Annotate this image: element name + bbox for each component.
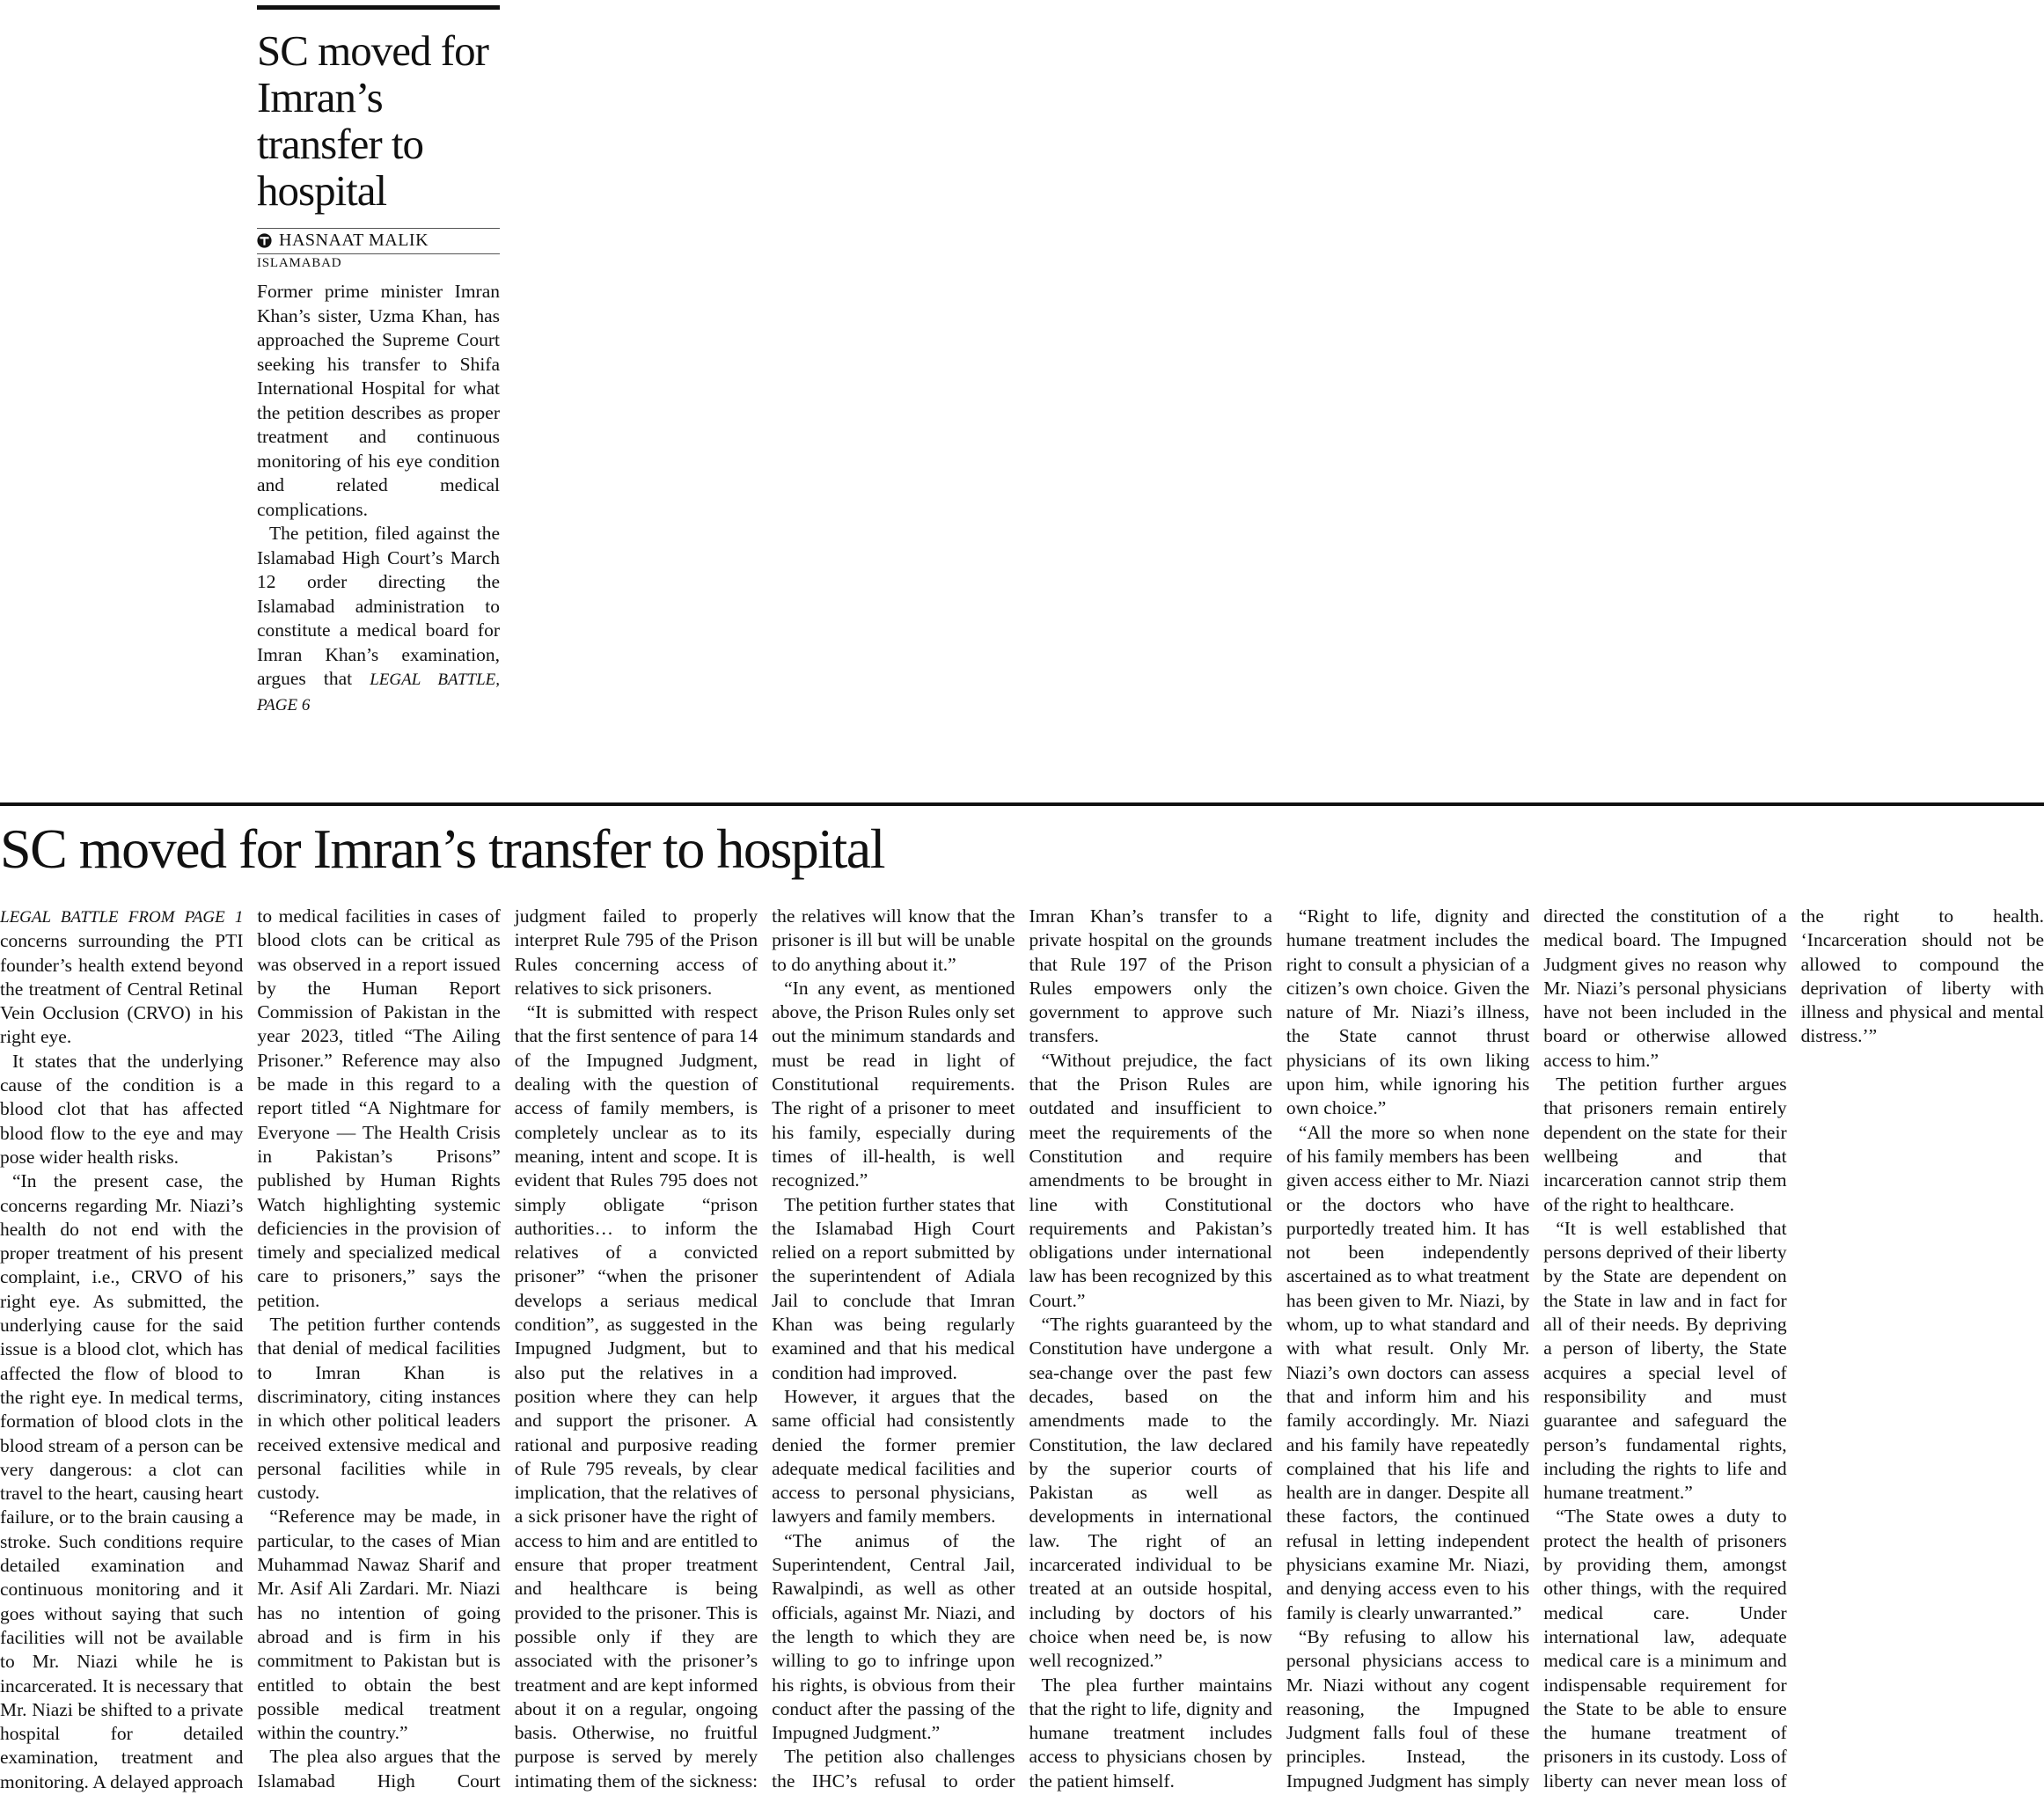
story-paragraph: The petition further contends that denial of medical facilities to Imran Khan is discriminatory, citing instances in which other political leaders received extensive medical and personal facilities while in custody. (257, 1314, 501, 1504)
story-paragraph: “By refusing to allow his personal physicians access to Mr. Niazi without any cogent reasoning, the Impugned Judgment falls foul of these principles. Instead, the Impugned Judgment has simply directed the constitution of a medical board. The Impugned Judgment gives no reason why Mr. Niazi’s personal physicians have not been included in the board or otherwise allowed access to him.” (1286, 905, 1787, 1792)
story-paragraph: “It is submitted with respect that the first sentence of para 14 of the Impugned Judgment, dealing with the question of access of family members, is completely unclear as to its meaning, intent and scope. It is evident that Rules 795 does not simply obligate “prison authorities… to inform the relatives of a convicted prisoner” “when the prisoner develops a seriaus medical condition”, as suggested in the Impugned Judgment, but to also put the relatives in a position where they can help and support the prisoner. A rational and purposive reading of Rule 795 reveals, by clear implication, that the relatives of a sick prisoner have the right of access to him and are entitled to ensure that proper treatment and healthcare is being provided to the prisoner. This is possible only if they are associated with the prisoner’s treatment and are kept informed about it on a regular, ongoing basis. Otherwise, no fruitful purpose is served by merely intimating them of the sickness: the relatives will know that the prisoner is ill but will be unable to do anything about it.” (514, 905, 1015, 1792)
dateline: ISLAMABAD (257, 256, 342, 270)
continuation-jump-link[interactable]: LEGAL BATTLE, PAGE 6 (257, 671, 501, 714)
story-paragraph: It states that the underlying cause of the condition is a blood clot that has affected blood flow to the eye and may pose wider health risks. (0, 1050, 244, 1168)
story-paragraph: The petition further argues that prisoners remain entirely dependent on the state for their wellbeing and that incarceration cannot strip them of the right to healthcare. (1543, 1074, 1787, 1215)
story-columns (0, 905, 2044, 1808)
story-paragraph: However, it argues that the same official had consistently denied the former premier adequate medical facilities and access to personal physicians, lawyers and family members. (772, 1385, 1015, 1528)
top-rule (257, 5, 500, 10)
author-name: HASNAAT MALIK (279, 231, 429, 250)
front-paragraph (257, 522, 500, 717)
story-paragraph: “Right to life, dignity and humane treatment includes the right to consult a physician of a citizen’s own choice. Given the nature of Mr. Niazi’s illness, the State cannot thrust physicians of its own liking upon him, while ignoring his own choice.” (1286, 905, 1530, 1119)
front-page-teaser (257, 5, 500, 717)
front-headline: SC moved for Imran’s transfer to hospital (257, 26, 488, 215)
page-divider (0, 802, 2044, 806)
story-paragraph: “The State owes a duty to protect the health of prisoners by providing them, amongst other things, with the required medical care. Under international law, adequate medical care is a minimum and indispensable requirement for the State to be able to ensure the humane treatment of prisoners in its custody. Loss of liberty can never mean loss of the right to health. ‘Incarceration should not be allowed to compound the deprivation of liberty with illness and physical and mental distress.’” (1543, 905, 2044, 1792)
story-paragraph: “It is well established that persons deprived of their liberty by the State are dependent on the State in law and in fact for all of their needs. By depriving a person of liberty, the State acquires a special level of responsibility and must guarantee and safeguard the person’s fundamental rights, including the rights to life and humane treatment.” (1543, 1217, 1787, 1504)
story-paragraph: “All the more so when none of his family members has been given access either to Mr. Niazi or the doctors who have purportedly treated him. It has not been independently ascertained as to what treatment has been given to Mr. Niazi, by whom, up to what standard and with what result. Only Mr. Niazi’s own doctors can assess that and inform him and his family accordingly. Mr. Niazi and his family have repeatedly complained that his life and health are in danger. Despite all these factors, the continued refusal in letting independent physicians examine Mr. Niazi, and denying access even to his family is clearly unwarranted.” (1286, 1121, 1530, 1623)
front-paragraph: Former prime minister Imran Khan’s sister, Uzma Khan, has approached the Supreme Court seeking his transfer to Shifa International Hospital for what the petition describes as proper treatment and continuous monitoring of his eye condition and related medical complications. (257, 281, 500, 520)
story-paragraph: The petition also challenges the IHC’s refusal to order Imran Khan’s transfer to a private hospital on the grounds that Rule 197 of the Prison Rules empowers only the government to approve such transfers. (772, 905, 1272, 1792)
inside-headline: SC moved for Imran’s transfer to hospital (0, 817, 884, 880)
story-paragraph: “The animus of the Superintendent, Central Jail, Rawalpindi, as well as other officials, against Mr. Niazi, and the length to which they are willing to go to infringe upon his rights, is obvious from their conduct after the passing of the Impugned Judgment.” (772, 1529, 1015, 1744)
front-paragraph-text: The petition, filed against the Islamabad High Court’s March 12 order directing the Islamabad administration to constitute a medical board for Imran Khan’s examination, argues that (257, 523, 500, 689)
story-paragraph: The plea also argues that the Islamabad High Court judgment failed to properly interpret Rule 795 of the Prison Rules concerning access of relatives to sick prisoners. (257, 905, 758, 1792)
story-paragraph: “Without prejudice, the fact that the Prison Rules are outdated and insufficient to meet the requirements of the Constitution and require amendments to be brought in line with Constitutional requirements and Pakistan’s obligations under international law has been recognized by this Court.” (1029, 1049, 1272, 1311)
continued-from-kicker: LEGAL BATTLE FROM PAGE 1 (0, 908, 244, 927)
story-paragraph: “The rights guaranteed by the Constitution have undergone a sea-change over the past few decades, based on the amendments made to the Constitution, the law declared by the superior courts of Pakistan as well as developments in international law. The right of an incarcerated individual to be treated at an outside hospital, including by doctors of his choice when need be, is now well recognized.” (1029, 1314, 1272, 1672)
story-paragraph: The plea further maintains that the right to life, dignity and humane treatment includes access to physicians chosen by the patient himself. (1029, 1674, 1272, 1792)
story-paragraph: The petition further states that the Islamabad High Court relied on a report submitted by the superintendent of Adiala Jail to conclude that Imran Khan was being regularly examined and that his medical condition had improved. (772, 1193, 1015, 1383)
newspaper-logo-icon (257, 233, 272, 248)
story-paragraph: “In any event, as mentioned above, the Prison Rules only set out the minimum standards and must be read in light of Constitutional requirements. The right of a prisoner to meet his family, especially during times of ill-health, is well recognized.” (772, 977, 1015, 1191)
story-paragraph: “In the present case, the concerns regarding Mr. Niazi’s health do not end with the proper treatment of his present complaint, i.e., CRVO of his right eye. As submitted, the underlying cause for the said issue is a blood clot, which has affected the flow of blood to the right eye. In medical terms, formation of blood clots in the blood stream of a person can be very dangerous: a clot can travel to the heart, causing heart failure, or to the brain causing a stroke. Such conditions require detailed examination and continuous monitoring and it goes without saying that such facilities will not be available to Mr. Niazi while he is incarcerated. It is necessary that Mr. Niazi be shifted to a private hospital for detailed examination, treatment and monitoring. A delayed approach to medical facilities in cases of blood clots can be critical as was observed in a report issued by the Human Report Commission of Pakistan in the year 2023, titled “The Ailing Prisoner.” Reference may also be made in this regard to a report titled “A Nightmare for Everyone — The Health Crisis in Pakistan’s Prisons” published by Human Rights Watch highlighting systemic deficiencies in the provision of timely and specialized medical care to prisoners,” says the petition. (0, 905, 501, 1792)
story-paragraph: “Reference may be made, in particular, to the cases of Mian Muhammad Nawaz Sharif and Mr. Asif Ali Zardari. Mr. Niazi has no intention of going abroad and is firm in his commitment to Pakistan but is entitled to obtain the best possible medical treatment within the country.” (257, 1506, 501, 1744)
story-paragraph-text: concerns surrounding the PTI founder’s health extend beyond the treatment of Central Retinal Vein Occlusion (CRVO) in his right eye. (0, 930, 244, 1048)
front-body (257, 280, 500, 717)
story-paragraph (0, 905, 243, 1050)
byline (257, 228, 500, 254)
